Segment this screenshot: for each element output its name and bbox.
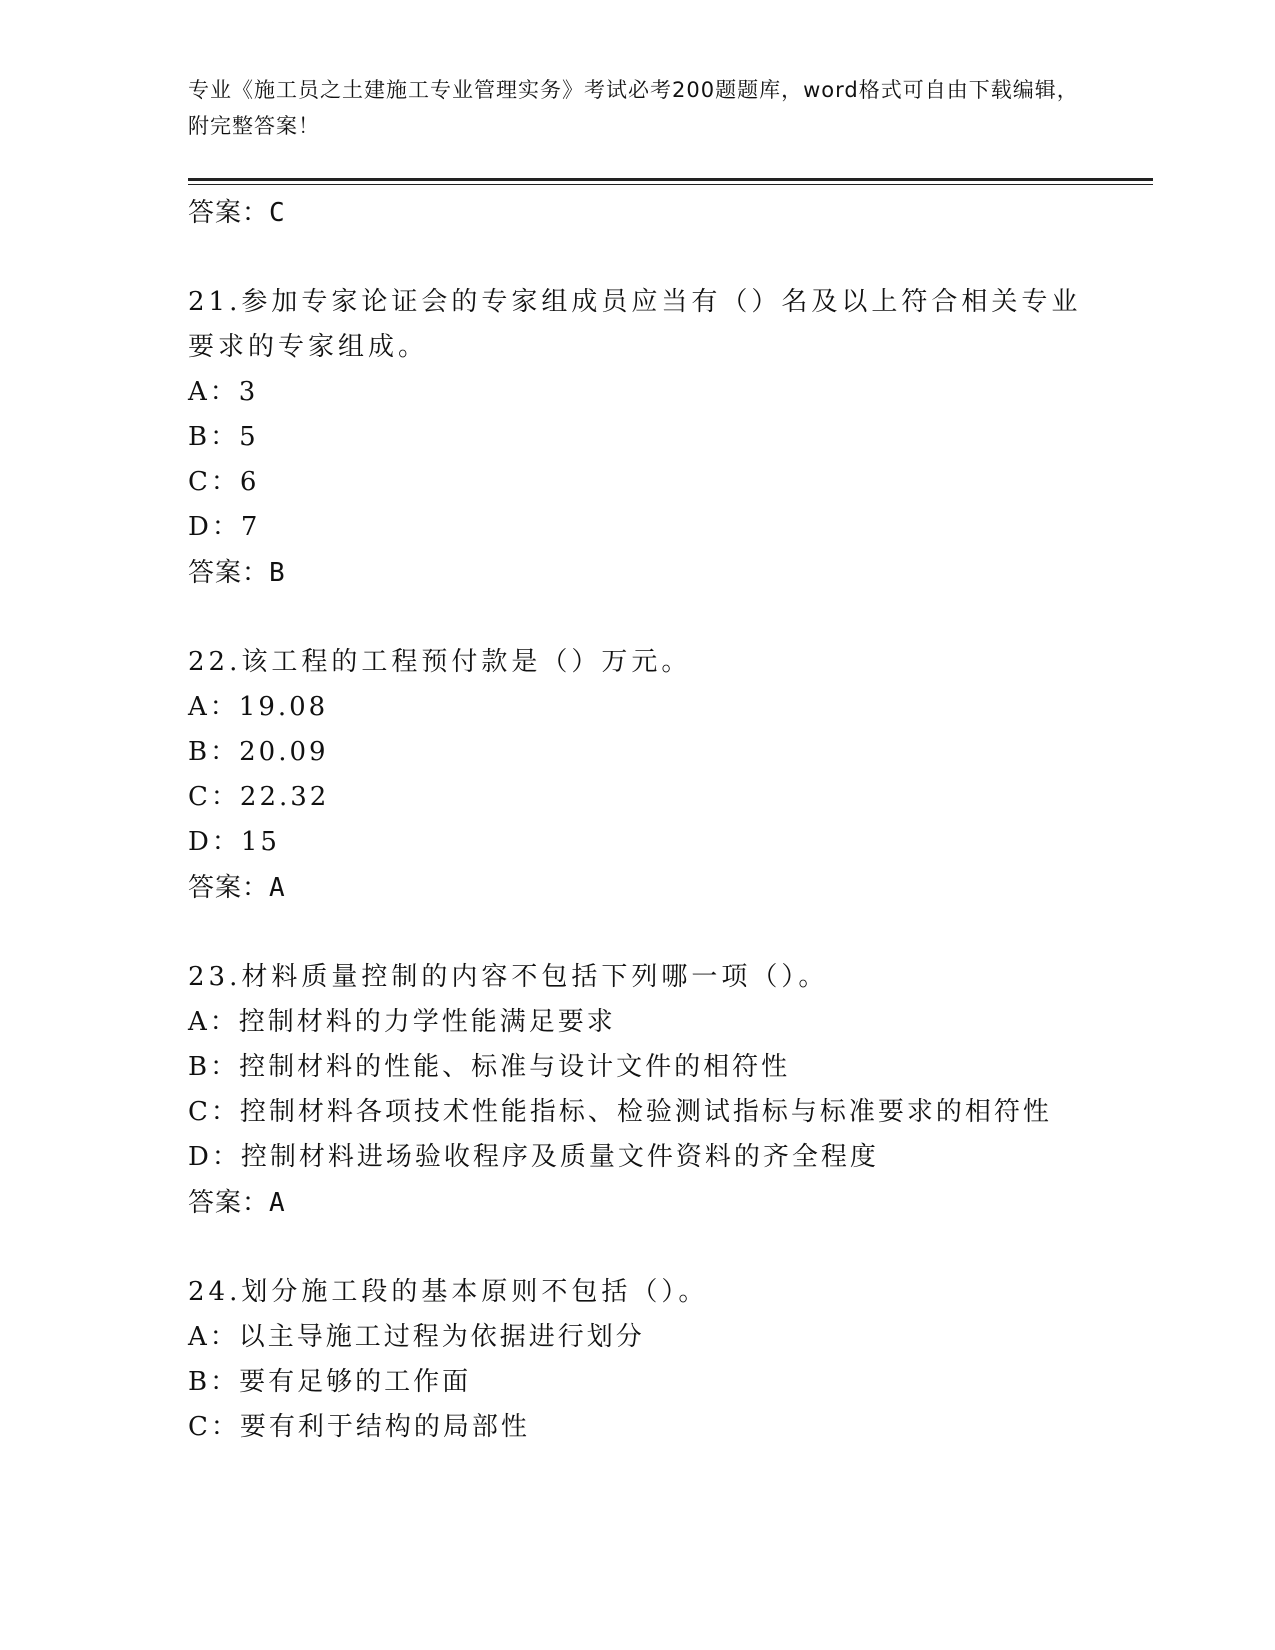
answer-value: B bbox=[269, 558, 286, 588]
option-text: 19.08 bbox=[238, 692, 329, 722]
option-a bbox=[188, 1315, 1148, 1360]
option-letter: B： bbox=[188, 1367, 240, 1397]
spacer bbox=[188, 911, 1148, 955]
answer-label: 答案： bbox=[188, 558, 270, 588]
option-text: 5 bbox=[239, 422, 259, 452]
option-letter: D： bbox=[188, 827, 241, 857]
answer-q21 bbox=[188, 550, 1148, 596]
option-letter: B： bbox=[188, 737, 240, 767]
option-a bbox=[188, 370, 1148, 415]
question-24 bbox=[188, 1270, 1148, 1450]
option-text: 要有足够的工作面 bbox=[239, 1367, 472, 1397]
question-23 bbox=[188, 955, 1148, 1226]
option-c bbox=[188, 1405, 1148, 1450]
question-21 bbox=[188, 280, 1148, 596]
option-letter: C： bbox=[188, 1097, 240, 1127]
option-text: 控制材料各项技术性能指标、检验测试指标与标准要求的相符性 bbox=[239, 1097, 1052, 1127]
option-letter: B： bbox=[188, 422, 240, 452]
option-text: 3 bbox=[238, 377, 259, 407]
question-22 bbox=[188, 640, 1148, 911]
option-text: 15 bbox=[240, 827, 280, 857]
option-letter: C： bbox=[188, 782, 240, 812]
option-text: 控制材料的力学性能满足要求 bbox=[238, 1007, 616, 1037]
answer-value: A bbox=[269, 873, 286, 903]
option-c bbox=[188, 775, 1148, 820]
spacer bbox=[188, 596, 1148, 640]
answer-q23 bbox=[188, 1180, 1148, 1226]
question-list bbox=[188, 190, 1148, 1450]
answer-q22 bbox=[188, 865, 1148, 911]
option-text: 6 bbox=[239, 467, 260, 497]
question-stem: 22.该工程的工程预付款是（）万元。 bbox=[188, 647, 692, 677]
question-stem: 23.材料质量控制的内容不包括下列哪一项（）。 bbox=[188, 962, 829, 992]
option-text: 以主导施工过程为依据进行划分 bbox=[238, 1322, 645, 1352]
answer-q20 bbox=[188, 190, 1148, 236]
option-letter: A： bbox=[188, 692, 239, 722]
answer-value: A bbox=[269, 1188, 286, 1218]
option-d bbox=[188, 820, 1148, 865]
option-text: 控制材料的性能、标准与设计文件的相符性 bbox=[239, 1052, 791, 1082]
option-letter: D： bbox=[188, 1142, 241, 1172]
header-rule-thick bbox=[188, 178, 1153, 181]
question-stem: 24.划分施工段的基本原则不包括（）。 bbox=[188, 1277, 709, 1307]
option-b bbox=[188, 730, 1148, 775]
option-letter: B： bbox=[188, 1052, 240, 1082]
option-letter: C： bbox=[188, 1412, 240, 1442]
header-rule-thin bbox=[188, 184, 1153, 185]
answer-label: 答案： bbox=[188, 198, 270, 228]
option-text: 控制材料进场验收程序及质量文件资料的齐全程度 bbox=[240, 1142, 879, 1172]
option-d bbox=[188, 505, 1148, 550]
page-header: 专业《施工员之土建施工专业管理实务》考试必考200题题库，word格式可自由下载编辑，附完整答案！ bbox=[188, 78, 1079, 138]
spacer bbox=[188, 1226, 1148, 1270]
answer-value: C bbox=[269, 198, 286, 228]
option-c bbox=[188, 460, 1148, 505]
option-b bbox=[188, 415, 1148, 460]
option-text: 要有利于结构的局部性 bbox=[239, 1412, 530, 1442]
answer-label: 答案： bbox=[188, 1188, 270, 1218]
question-stem: 21.参加专家论证会的专家组成员应当有（）名及以上符合相关专业要求的专家组成。 bbox=[188, 287, 1082, 362]
option-text: 20.09 bbox=[239, 737, 329, 767]
spacer bbox=[188, 236, 1148, 280]
option-letter: A： bbox=[188, 1007, 239, 1037]
option-b bbox=[188, 1045, 1148, 1090]
option-d bbox=[188, 1135, 1148, 1180]
option-letter: A： bbox=[188, 1322, 239, 1352]
option-text: 22.32 bbox=[239, 782, 330, 812]
option-letter: C： bbox=[188, 467, 240, 497]
option-c bbox=[188, 1090, 1148, 1135]
option-letter: A： bbox=[188, 377, 239, 407]
option-a bbox=[188, 685, 1148, 730]
option-b bbox=[188, 1360, 1148, 1405]
answer-label: 答案： bbox=[188, 873, 270, 903]
option-letter: D： bbox=[188, 512, 241, 542]
option-text: 7 bbox=[240, 512, 261, 542]
option-a bbox=[188, 1000, 1148, 1045]
